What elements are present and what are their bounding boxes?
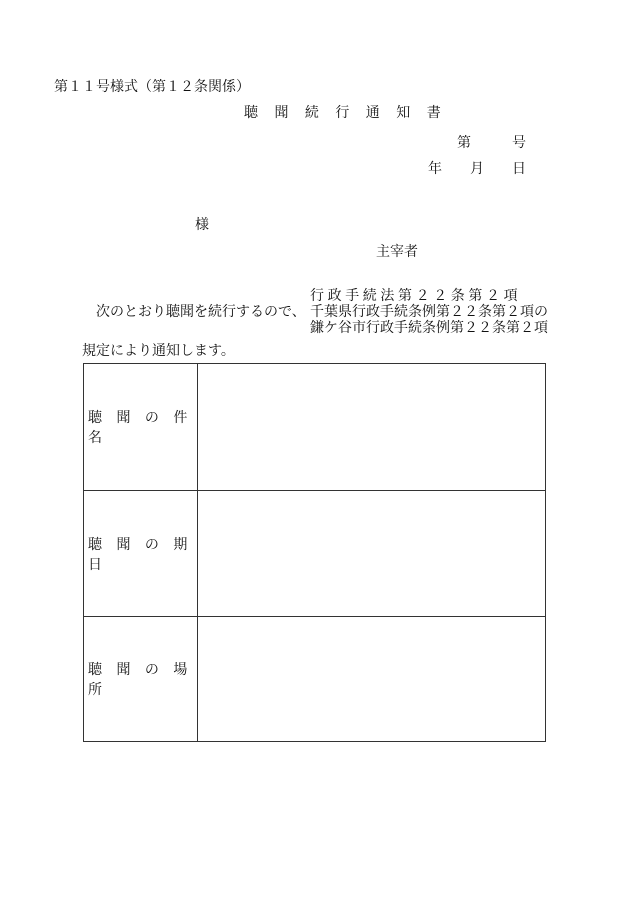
table-row [84, 616, 545, 741]
number-suffix: 号 [512, 135, 526, 151]
date-year-label: 年 [428, 161, 442, 177]
document-title: 聴 聞 続 行 通 知 書 [244, 105, 447, 121]
hearing-details-table [83, 363, 546, 742]
sender-title: 主宰者 [376, 244, 418, 260]
date-day-label: 日 [512, 161, 526, 177]
form-number-label: 第１１号様式（第１２条関係） [54, 79, 250, 95]
law-option-administrative-procedure-act: 行政手続法第２２条第２項 [310, 288, 522, 304]
body-lead-text: 次のとおり聴聞を続行するので、 [96, 304, 306, 320]
hearing-subject-label: 聴 聞 の 件 名 [84, 364, 198, 490]
law-option-kamagaya-ordinance: 鎌ケ谷市行政手続条例第２２条第２項 [310, 320, 548, 336]
table-row [84, 490, 545, 616]
hearing-date-label: 聴 聞 の 期 日 [84, 491, 198, 616]
date-month-label: 月 [470, 161, 484, 177]
body-tail-text: 規定により通知します。 [82, 343, 235, 359]
law-option-chiba-ordinance: 千葉県行政手続条例第２２条第２項の [310, 304, 548, 320]
number-prefix: 第 [457, 135, 471, 151]
addressee-suffix: 様 [195, 217, 209, 233]
hearing-place-label: 聴 聞 の 場 所 [84, 617, 198, 741]
hearing-date-field[interactable] [198, 491, 545, 616]
table-row [84, 364, 545, 490]
hearing-subject-field[interactable] [198, 364, 545, 490]
hearing-place-field[interactable] [198, 617, 545, 741]
